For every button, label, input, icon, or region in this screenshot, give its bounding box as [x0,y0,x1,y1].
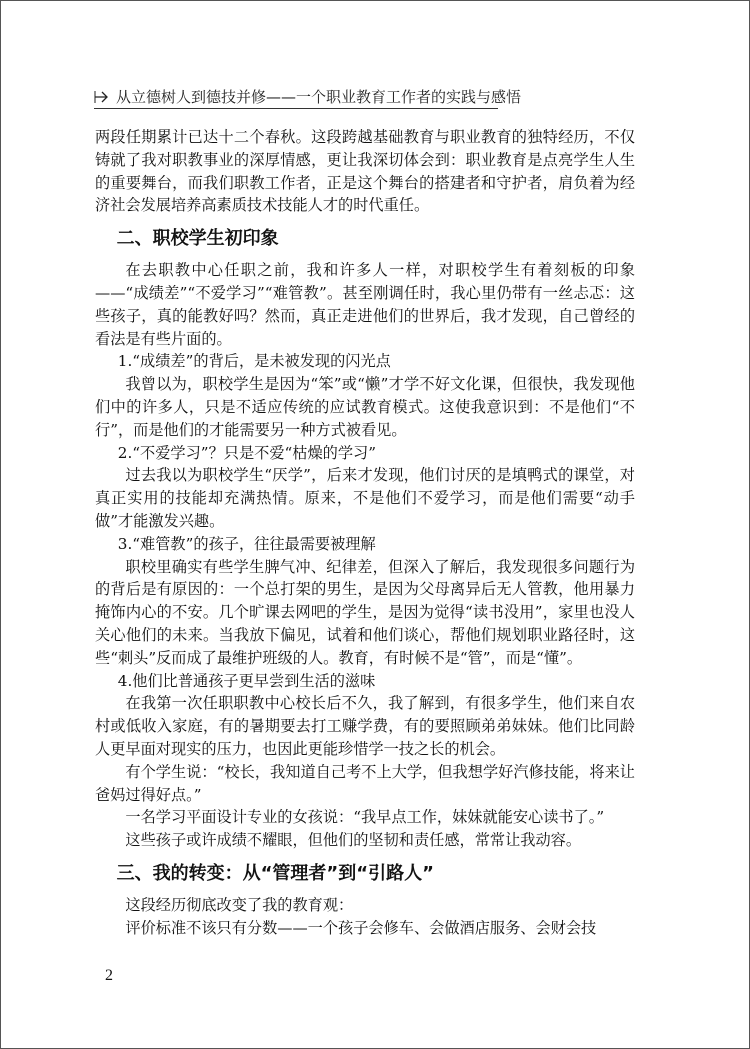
paragraph: 评价标准不该只有分数——一个孩子会修车、会做酒店服务、会财会技 [125,918,597,937]
section-heading: 二、职校学生初印象 [116,228,279,250]
paragraph: 这段经历彻底改变了我的教育观： [125,895,354,914]
running-header [94,88,522,109]
paragraph: 两段任期累计已达十二个春秋。这段跨越基础教育与职业教育的独特经历，不仅铸就了我对职教事业的深厚情感，更让我深切体会到：职业教育是点亮学生人生的重要舞台，而我们职教工作者，正是这个舞台的搭建者和守护者，肩负着为经济社会发展培养高素质技术技能人才的时代重任。 [95,128,635,215]
paragraph: 职校里确实有些学生脾气冲、纪律差，但深入了解后，我发现很多问题行为的背后是有原因的：一个总打架的男生，是因为父母离异后无人管教，他用暴力掩饰内心的不安。几个旷课去网吧的学生，是因为觉得“读书没用”，家里也没人关心他们的未来。当我放下偏见，试着和他们谈心，帮他们规划职业路径时，这些“刺头”反而成了最维护班级的人。教育，有时候不是“管”，而是“懂”。 [95,557,635,667]
paragraph: 有个学生说：“校长，我知道自己考不上大学，但我想学好汽修技能，将来让爸妈过得好点。” [95,762,635,804]
subheading: 2.“不爱学习”？只是不爱“枯燥的学习” [117,443,376,462]
paragraph: 在我第一次任职职教中心校长后不久，我了解到，有很多学生，他们来自农村或低收入家庭，有的暑期要去打工赚学费，有的要照顾弟弟妹妹。他们比同龄人更早面对现实的压力，也因此更能珍惜学一技之长的机会。 [95,694,635,758]
subheading: 3.“难管教”的孩子，往往最需要被理解 [117,534,376,553]
paragraph: 我曾以为，职校学生是因为“笨”或“懒”才学不好文化课，但很快，我发现他们中的许多人，只是不适应传统的应试教育模式。这使我意识到：不是他们“不行”，而是他们的才能需要另一种方式被看见。 [95,375,635,439]
paragraph: 一名学习平面设计专业的女孩说：“我早点工作，妹妹就能安心读书了。” [125,808,605,827]
arrow-marker-icon [94,90,112,104]
body-text [95,126,635,940]
subheading: 4.他们比普通孩子更早尝到生活的滋味 [117,671,376,690]
subheading: 1.“成绩差”的背后，是未被发现的闪光点 [117,352,391,371]
running-title: 从立德树人到德技并修——一个职业教育工作者的实践与感悟 [116,88,522,106]
section-heading: 三、我的转变：从“管理者”到“引路人” [116,862,434,884]
paragraph: 在去职教中心任职之前，我和许多人一样，对职校学生有着刻板的印象——“成绩差”“不爱学习”“难管教”。甚至刚调任时，我心里仍带有一丝忐忑：这些孩子，真的能教好吗？然而，真正走进他们的世界后，我才发现，自己曾经的看法是有些片面的。 [95,261,635,348]
paragraph: 过去我以为职校学生“厌学”，后来才发现，他们讨厌的是填鸭式的课堂，对真正实用的技能却充满热情。原来，不是他们不爱学习，而是他们需要“动手做”才能激发兴趣。 [95,466,635,530]
paragraph: 这些孩子或许成绩不耀眼，但他们的坚韧和责任感，常常让我动容。 [125,831,582,850]
page-number: 2 [105,967,113,984]
